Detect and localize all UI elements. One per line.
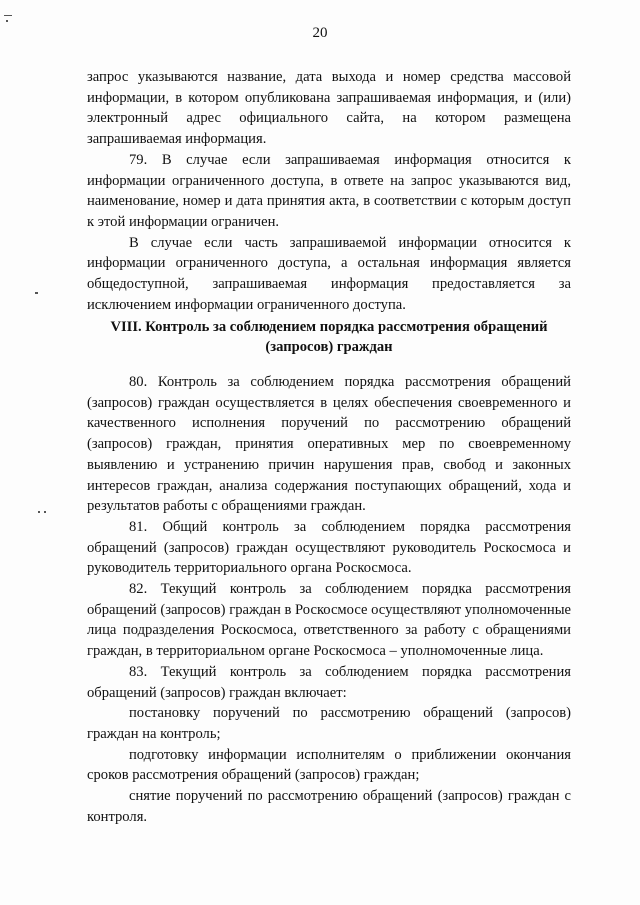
paragraph-83-item-1: постановку поручений по рассмотрению обращений (запросов) граждан на контроль;	[87, 705, 571, 742]
paragraph-continuation: запрос указываются название, дата выхода и номер средства массовой информации, в котором опубликована запрашиваемая информация, и (или) электронный адрес официального сайта, на котором размещена запрашиваемая информация.	[87, 69, 571, 148]
scan-artifact-mark	[6, 20, 8, 22]
scan-artifact-mark	[35, 292, 38, 294]
scan-artifact-mark	[44, 511, 46, 513]
section-heading	[87, 317, 571, 357]
paragraph-83-item-3: снятие поручений по рассмотрению обращений (запросов) граждан с контроля.	[87, 788, 571, 825]
paragraph-81: 81. Общий контроль за соблюдением порядка рассмотрения обращений (запросов) граждан осуществляют руководитель Роскосмоса и руководитель территориального органа Роскосмоса.	[87, 518, 571, 577]
section-heading-line-1: VIII. Контроль за соблюдением порядка рассмотрения обращений	[110, 319, 548, 335]
paragraph-83: 83. Текущий контроль за соблюдением порядка рассмотрения обращений (запросов) граждан включает:	[87, 663, 571, 701]
paragraph-79-addition: В случае если часть запрашиваемой информации относится к информации ограниченного доступа, а остальная информация является общедоступной, запрашиваемая информация предоставляется за исключением информации ограниченного доступа.	[87, 234, 571, 313]
paragraph-83-item-2: подготовку информации исполнителям о приближении окончания сроков рассмотрения обращений (запросов) граждан;	[87, 746, 571, 784]
scan-artifact-mark	[4, 15, 12, 16]
paragraph-79: 79. В случае если запрашиваемая информация относится к информации ограниченного доступа, в ответе на запрос указываются вид, наименование, номер и дата принятия акта, в соответствии с которым доступ к этой информации ограничен.	[87, 151, 571, 230]
page-number: 20	[312, 25, 328, 41]
section-heading-line-2: (запросов) граждан	[265, 339, 393, 355]
paragraph-82: 82. Текущий контроль за соблюдением порядка рассмотрения обращений (запросов) граждан в Роскосмосе осуществляют уполномоченные лица подразделения Роскосмоса, ответственного за работу с обращениями граждан, в территориальном органе Роскосмоса – уполномоченные лица.	[87, 581, 571, 660]
text-block-top	[87, 67, 571, 315]
text-block-bottom	[87, 372, 571, 827]
scan-artifact-mark	[38, 511, 40, 513]
paragraph-80: 80. Контроль за соблюдением порядка рассмотрения обращений (запросов) граждан осуществляется в целях обеспечения своевременного и качественного исполнения поручений по рассмотрению обращений (запросов) граждан, принятия оперативных мер по своевременному выявлению и устранению причин нарушения прав, свобод и законных интересов граждан, анализа содержания поступающих обращений, хода и результатов работы с обращениями граждан.	[87, 374, 571, 515]
